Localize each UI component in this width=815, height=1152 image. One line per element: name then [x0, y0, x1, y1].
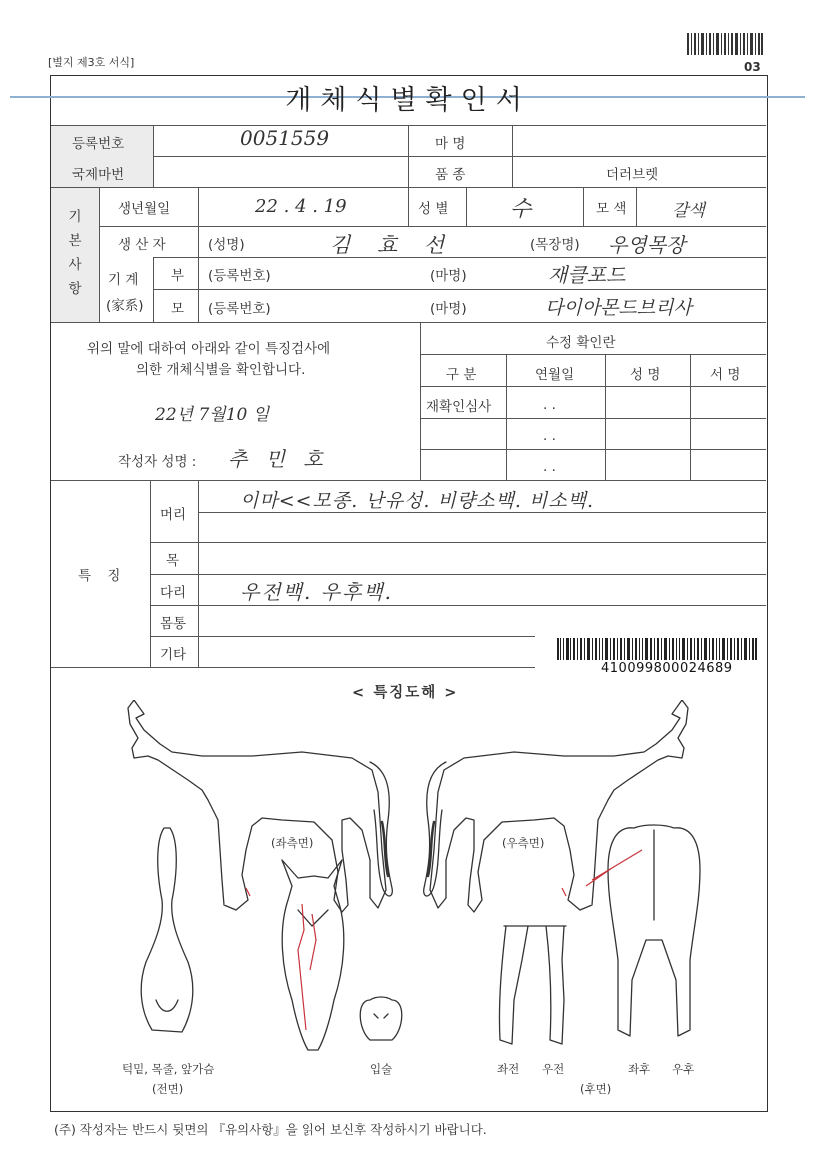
reg-no-value: 0051559	[240, 126, 330, 150]
sire-label: 부	[171, 268, 185, 284]
feature-label-legs: 다리	[160, 585, 187, 601]
front-right-label: 우전	[542, 1062, 565, 1076]
pedigree-label: 기 계	[108, 272, 139, 288]
intl-no-label: 국제마번	[72, 167, 125, 183]
sex-value: 수	[510, 197, 532, 222]
birth-value: 22 . 4 . 19	[255, 196, 347, 217]
front-left-label: 좌전	[497, 1062, 520, 1076]
breed-value: 더러브렛	[606, 167, 659, 183]
right-side-label: (우측면)	[502, 836, 545, 850]
left-side-label: (좌측면)	[271, 836, 314, 850]
revision-header-type: 구 분	[446, 367, 477, 383]
ranch-label: (목장명)	[530, 237, 580, 253]
revision-header-date: 연월일	[535, 367, 575, 383]
form-code: [별지 제3호 서식]	[48, 56, 135, 69]
hind-left-label: 좌후	[628, 1062, 651, 1076]
barcode-sticker	[535, 633, 767, 685]
front-label: (전면)	[152, 1082, 184, 1096]
sire-reg-label: (등록번호)	[208, 268, 271, 284]
feature-value-head: 이마<<모종. 난유성. 비량소백. 비소백.	[240, 490, 595, 512]
breeder-label: 생 산 자	[118, 237, 166, 253]
statement-line2: 의한 개체식별을 확인합니다.	[136, 362, 306, 378]
feature-label-body: 몸통	[160, 616, 187, 632]
form-title: 개체식별확인서	[285, 85, 531, 116]
revision-title: 수정 확인란	[546, 335, 616, 351]
neck-caption: 턱밑, 목줄, 앞가슴	[122, 1062, 215, 1076]
revision-header-name: 성 명	[630, 367, 661, 383]
pedigree-sub: (家系)	[106, 298, 144, 314]
horse-name-label: 마 명	[435, 136, 466, 152]
writer-label: 작성자 성명 :	[118, 454, 197, 470]
revision-row-label: 재확인심사	[426, 399, 492, 415]
sex-label: 성 별	[418, 201, 449, 217]
page-number: 03	[744, 60, 761, 74]
barcode-number: 410099800024689	[601, 661, 733, 676]
reg-no-label: 등록번호	[72, 136, 125, 152]
breed-label: 품 종	[435, 167, 466, 183]
writer-value: 추 민 호	[228, 447, 329, 471]
hind-right-label: 우후	[672, 1062, 695, 1076]
breeder-name-label: (성명)	[208, 237, 245, 253]
rear-label: (후면)	[580, 1082, 612, 1096]
dam-name-value: 다이아몬드브리사	[545, 297, 692, 319]
color-value: 갈색	[672, 201, 705, 221]
revision-header-sign: 서 명	[710, 367, 741, 383]
sire-name-value: 재클포드	[548, 263, 626, 287]
sire-name-label: (마명)	[430, 268, 467, 284]
top-barcode	[687, 33, 763, 55]
footer-note: (주) 작성자는 반드시 뒷면의 『유의사항』을 읽어 보신후 작성하시기 바랍니다.	[54, 1122, 487, 1137]
birth-label: 생년월일	[118, 201, 171, 217]
horse-diagram	[52, 700, 764, 1100]
dam-label: 모	[171, 301, 185, 317]
diagram-title: < 특징도해 >	[352, 685, 459, 701]
revision-date-3: . .	[543, 459, 556, 475]
feature-label-head: 머리	[160, 507, 187, 523]
dam-name-label: (마명)	[430, 301, 467, 317]
basic-section-label: 기본사항	[68, 209, 82, 297]
revision-date-1: . .	[543, 397, 556, 413]
revision-date-2: . .	[543, 428, 556, 444]
feature-label-neck: 목	[166, 553, 180, 569]
ranch-value: 우영목장	[608, 233, 686, 257]
color-label: 모 색	[596, 201, 627, 217]
feature-label-other: 기타	[160, 647, 187, 663]
muzzle-label: 입술	[370, 1062, 393, 1076]
dam-reg-label: (등록번호)	[208, 301, 271, 317]
breeder-name-value: 김 효 선	[330, 233, 455, 257]
feature-value-legs: 우전백. 우후백.	[240, 580, 393, 604]
statement-line1: 위의 말에 대하여 아래와 같이 특징검사에	[87, 341, 331, 357]
confirm-date: 22년 7월10 일	[155, 405, 270, 425]
features-section-label: 특 징	[78, 568, 127, 584]
